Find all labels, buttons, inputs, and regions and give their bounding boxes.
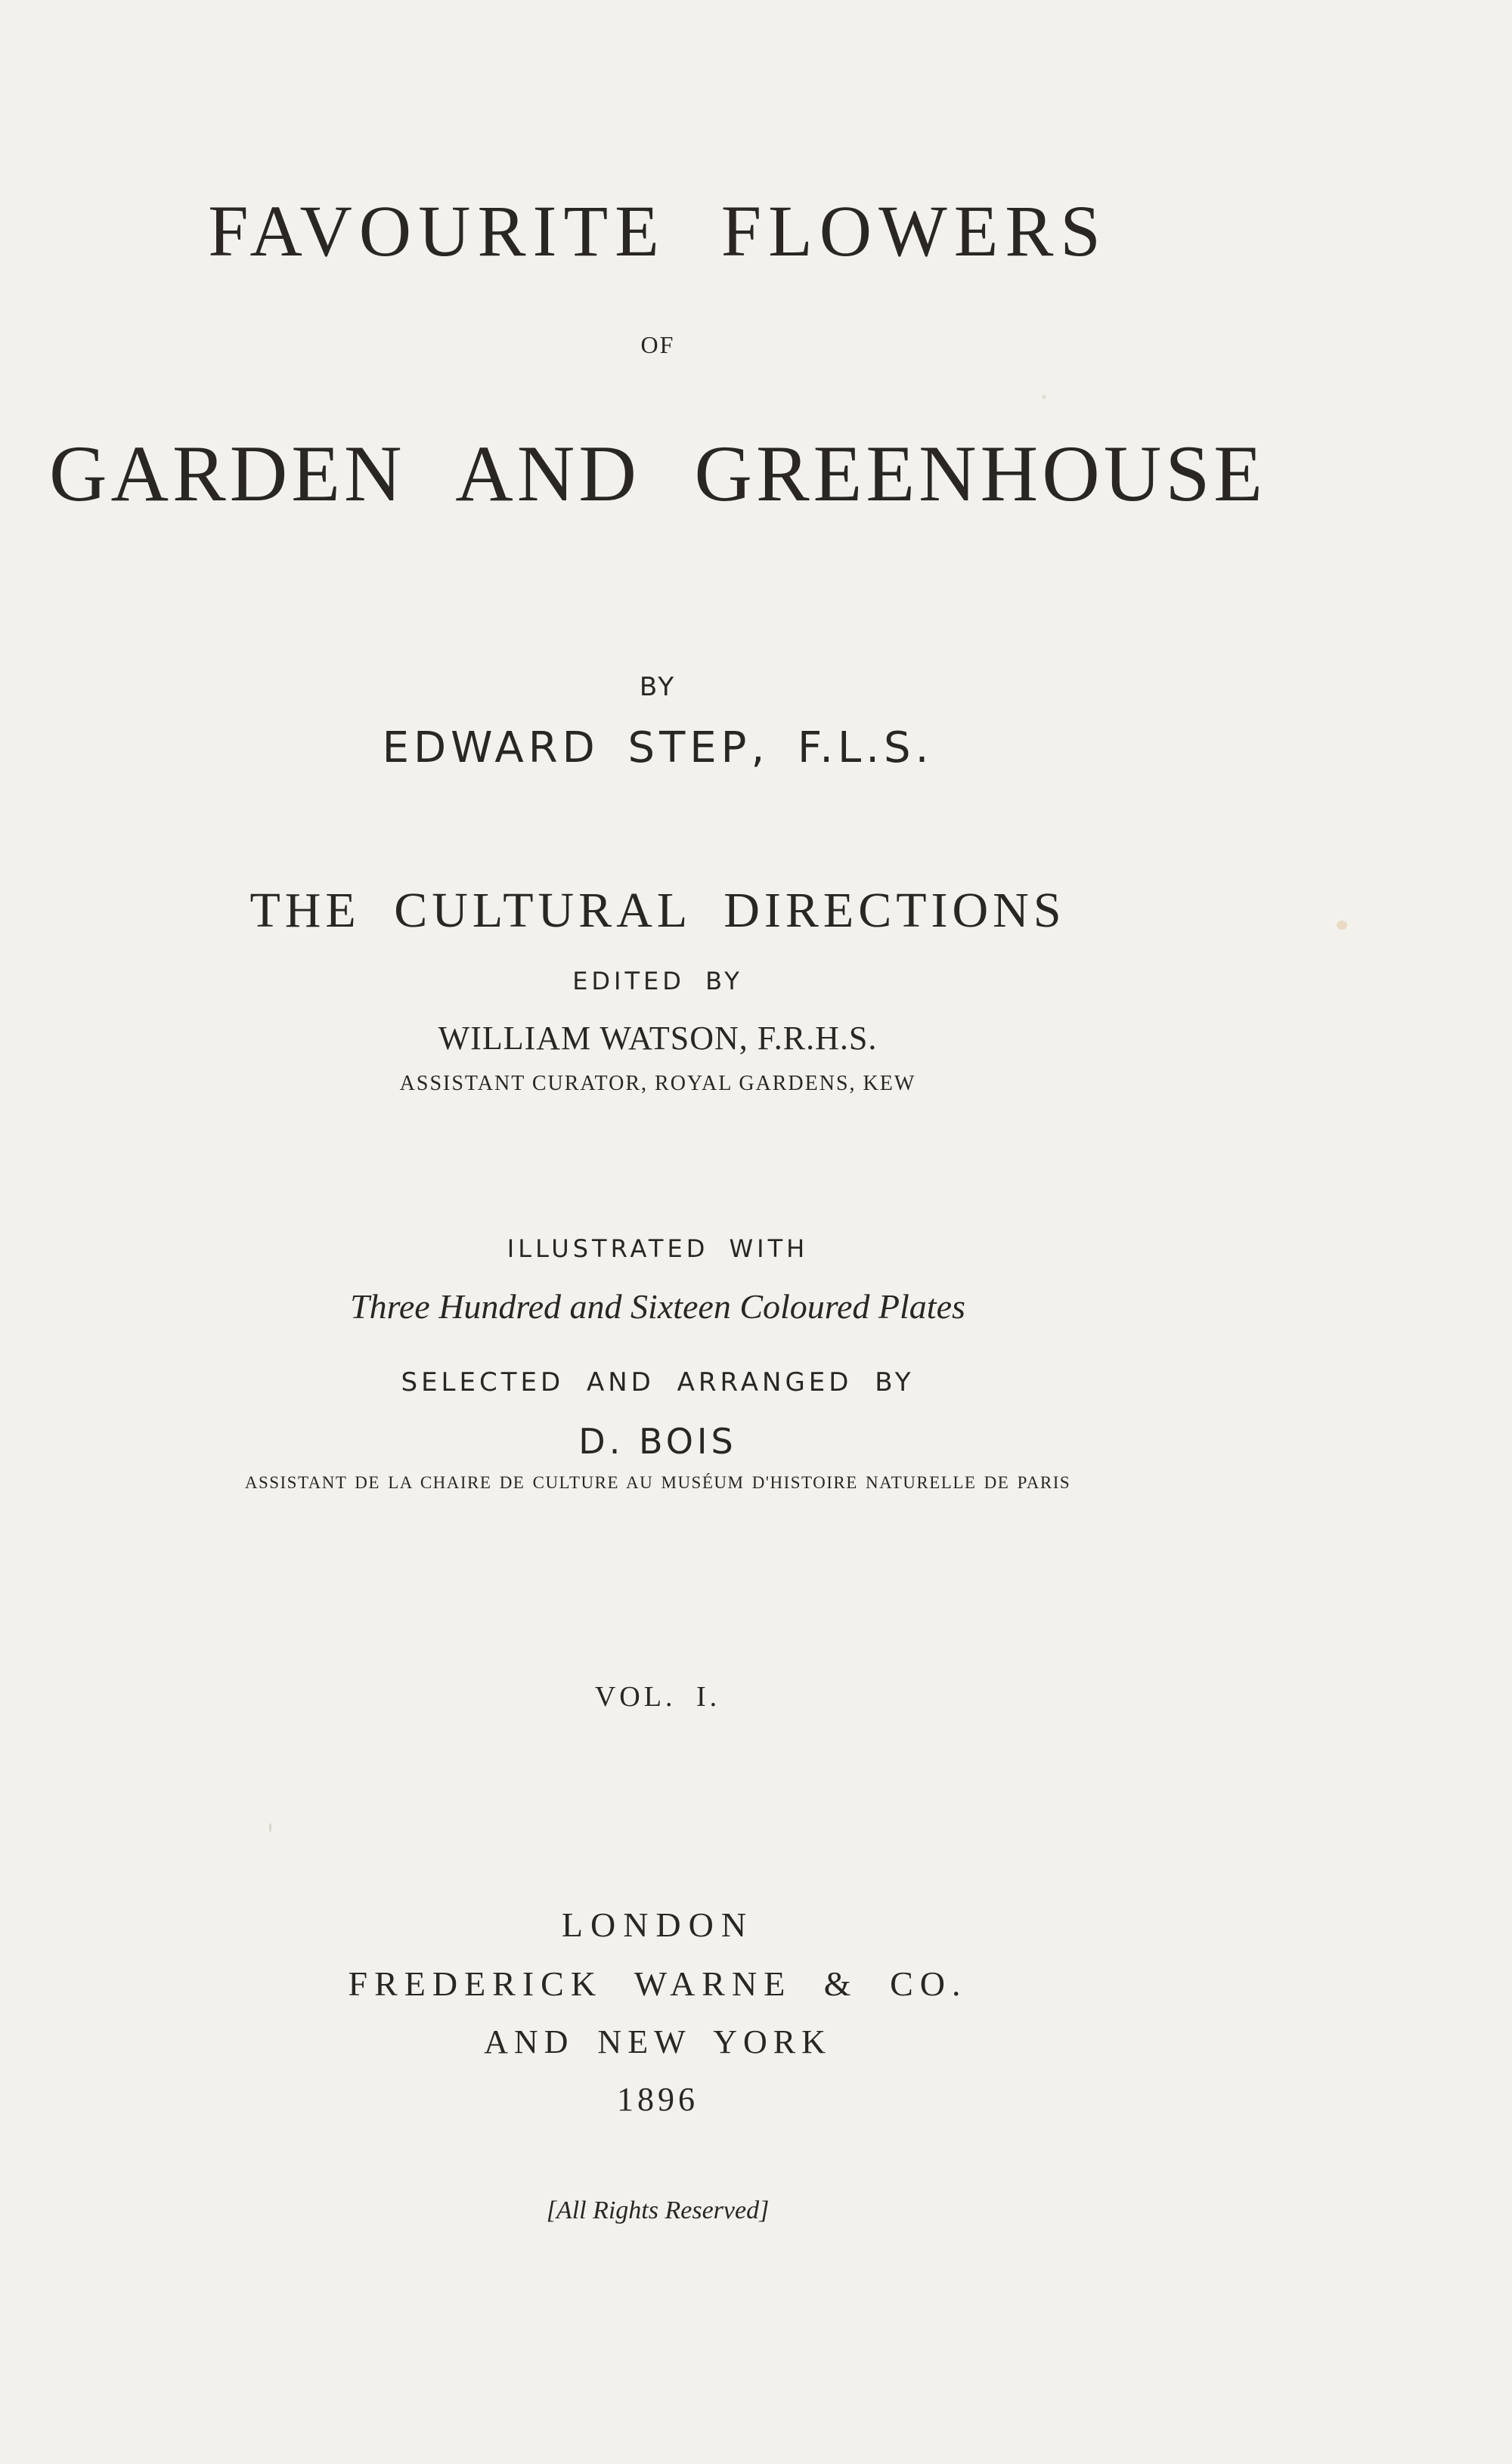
cultural-directions-heading: THE CULTURAL DIRECTIONS [249,883,1066,938]
by-label: BY [639,672,677,702]
book-title-line-2: GARDEN AND GREENHOUSE [48,429,1267,518]
arranger-name: D. BOIS [578,1421,737,1462]
book-title-line-1: FAVOURITE FLOWERS [208,190,1108,271]
edited-by-label: EDITED BY [572,967,743,995]
editor-title: ASSISTANT CURATOR, ROYAL GARDENS, KEW [399,1072,916,1095]
author-name: EDWARD STEP, F.L.S. [382,723,934,772]
rights-notice: [All Rights Reserved] [546,2196,770,2224]
editor-name: WILLIAM WATSON, F.R.H.S. [438,1020,878,1057]
selected-arranged-label: SELECTED AND ARRANGED BY [401,1367,915,1398]
volume-number: VOL. I. [594,1681,721,1713]
book-title-connector: OF [640,331,675,358]
plates-description: Three Hundred and Sixteen Coloured Plates [350,1287,965,1326]
paper-speck [1042,395,1046,399]
paper-speck [1337,921,1347,930]
paper-speck [269,1823,271,1832]
publisher-city-2: AND NEW YORK [484,2023,832,2060]
arranger-title: ASSISTANT DE LA CHAIRE DE CULTURE AU MUSÉUM D'HISTOIRE NATURELLE DE PARIS [244,1473,1071,1492]
illustrated-with-label: ILLUSTRATED WITH [507,1234,809,1263]
publisher-city: LONDON [561,1905,754,1944]
publication-year: 1896 [617,2081,699,2118]
publisher-name: FREDERICK WARNE & CO. [348,1964,968,2003]
